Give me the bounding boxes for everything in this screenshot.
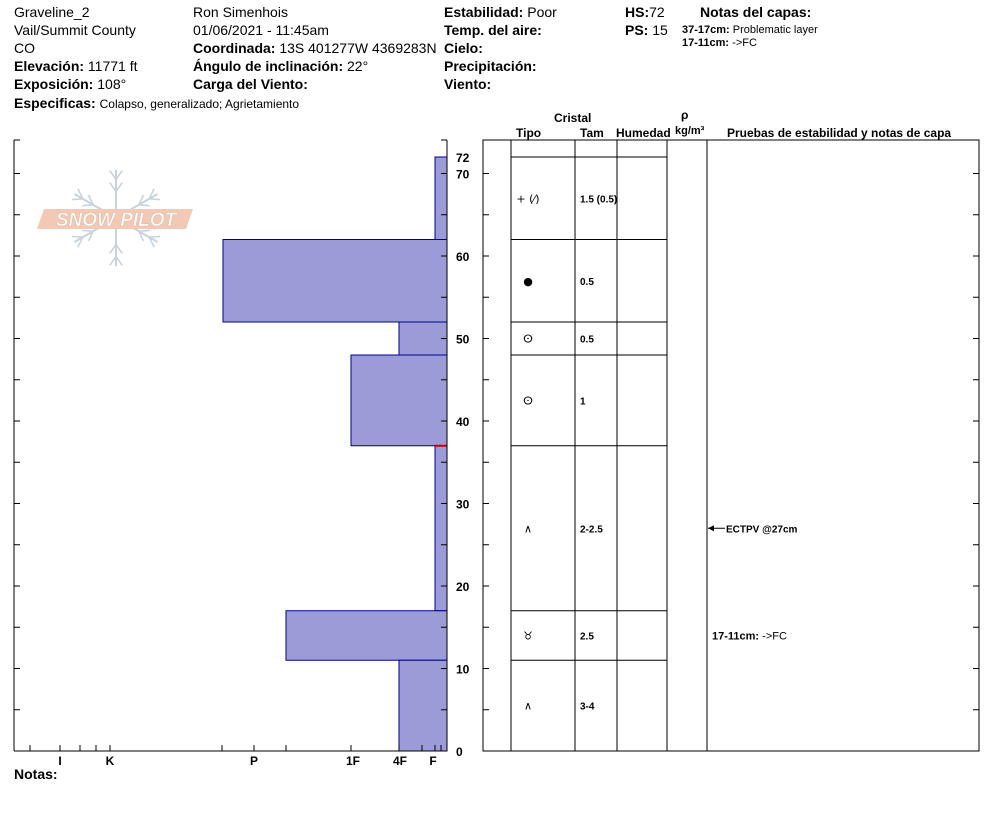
- layer-note-2-text: ->FC: [732, 37, 757, 49]
- hardness-axis: [30, 745, 441, 768]
- annotation-note: [712, 631, 787, 643]
- annotation-arrow-head: [708, 525, 714, 531]
- layer-notes-title: Notas del capas:: [700, 4, 812, 20]
- state: CO: [14, 40, 35, 56]
- grain-symbol-5: ∧: [523, 522, 533, 536]
- hardness-label: P: [249, 754, 259, 768]
- hardness-bar-6: [286, 611, 447, 661]
- ps-label: PS:: [625, 22, 649, 38]
- elevation-label: Elevación:: [14, 58, 85, 74]
- hardness-bar-1: [435, 157, 447, 240]
- hardness-label: 1F: [345, 754, 361, 768]
- grain-symbol-3: ⵙ: [523, 332, 533, 346]
- depth-tick-label: 60: [456, 250, 470, 264]
- wind-label: Viento:: [444, 76, 492, 92]
- air-temp-label: Temp. del aire:: [444, 22, 542, 38]
- hardness-bars: [223, 157, 447, 751]
- annotation-range: 17-11cm:: [712, 630, 763, 643]
- hs-value: 72: [649, 4, 665, 20]
- precip-label: Precipitación:: [444, 58, 537, 74]
- grain-symbol-4: ⵙ: [523, 394, 533, 408]
- slope-label: Ángulo de inclinación:: [193, 58, 344, 74]
- wind-load-label: Carga del Viento:: [193, 76, 308, 92]
- grain-size-6: 2.5: [580, 631, 594, 643]
- location: Vail/Summit County: [14, 22, 136, 38]
- hs-label: HS:: [625, 4, 650, 20]
- col-tests: Pruebas de estabilidad y notas de capa: [727, 126, 952, 140]
- hardness-bar-7: [399, 660, 447, 751]
- stability-value: Poor: [527, 4, 557, 20]
- hardness-bar-3: [399, 322, 447, 355]
- layer-note-1-range: 37-17cm:: [682, 24, 730, 36]
- depth-tick-label: 0: [456, 745, 463, 759]
- col-size: Tam: [580, 126, 604, 140]
- snowflake-branch: [72, 236, 83, 237]
- snowflake-branch: [149, 199, 160, 200]
- aspect-label: Exposición:: [14, 76, 94, 92]
- depth-tick-label: 30: [456, 497, 470, 512]
- hardness-bar-2: [223, 240, 447, 323]
- depth-tick-label: 72: [456, 151, 470, 165]
- grain-symbol-7: ∧: [523, 699, 533, 713]
- depth-tick-label: 40: [456, 415, 470, 429]
- annotation-text: ->FC: [762, 630, 787, 643]
- grain-size-2: 0.5: [580, 276, 594, 288]
- logo-text: SNOW PILOT: [55, 210, 177, 231]
- notes-label: Notas:: [14, 766, 58, 782]
- site-name: Graveline_2: [14, 4, 90, 20]
- col-crystal: Cristal: [554, 111, 592, 125]
- grain-size-4: 1: [580, 396, 586, 408]
- aspect-value: 108°: [97, 76, 127, 92]
- datetime: 01/06/2021 - 11:45am: [193, 22, 329, 38]
- snowflake-branch: [149, 236, 160, 237]
- coordinate-label: Coordinada:: [193, 40, 276, 56]
- specifics-value: Colapso, generalizado; Agrietamiento: [99, 97, 300, 111]
- grain-symbol-6: ♉: [523, 629, 533, 643]
- grain-symbol-2: ●: [523, 274, 533, 288]
- hardness-label: F: [429, 754, 437, 768]
- depth-tick-label: 50: [456, 332, 470, 347]
- col-density-unit: kg/m³: [675, 125, 705, 137]
- hardness-label: 4F: [392, 754, 408, 768]
- col-moisture: Humedad: [616, 126, 671, 140]
- layer-table: [483, 140, 979, 751]
- stability-label: Estabilidad:: [444, 4, 524, 20]
- depth-tick-label: 70: [456, 167, 470, 182]
- observer: Ron Simenhois: [193, 4, 288, 20]
- grain-size-5: 2-2.5: [580, 524, 603, 536]
- specifics-label: Especificas:: [14, 95, 96, 111]
- hardness-label: K: [105, 754, 115, 768]
- ps-value: 15: [652, 22, 668, 38]
- layer-note-2-range: 17-11cm:: [682, 37, 730, 49]
- col-rho: ρ: [681, 108, 689, 122]
- annotations: [708, 524, 798, 642]
- depth-tick-label: 10: [456, 662, 470, 677]
- sky-label: Cielo:: [444, 40, 483, 56]
- annotation-text: ECTPV @27cm: [726, 524, 798, 536]
- col-type: Tipo: [516, 126, 542, 140]
- hardness-bar-4: [351, 355, 447, 446]
- snowflake-branch: [139, 205, 150, 206]
- snowflake-branch: [82, 205, 93, 206]
- grain-size-3: 0.5: [580, 334, 594, 346]
- grain-symbol-1: + (⁄): [516, 192, 540, 206]
- depth-tick-label: 20: [456, 580, 470, 594]
- grain-size-1: 1.5 (0.5): [580, 194, 618, 206]
- elevation-value: 11771 ft: [87, 58, 138, 74]
- coordinate-value: 13S 401277W 4369283N: [279, 40, 437, 56]
- slope-value: 22°: [347, 58, 369, 74]
- grain-size-7: 3-4: [580, 701, 595, 713]
- layer-note-1-text: Problematic layer: [732, 24, 818, 36]
- snowflake-branch: [72, 199, 83, 200]
- snowpilot-logo: [37, 170, 193, 266]
- hardness-label: I: [58, 754, 62, 768]
